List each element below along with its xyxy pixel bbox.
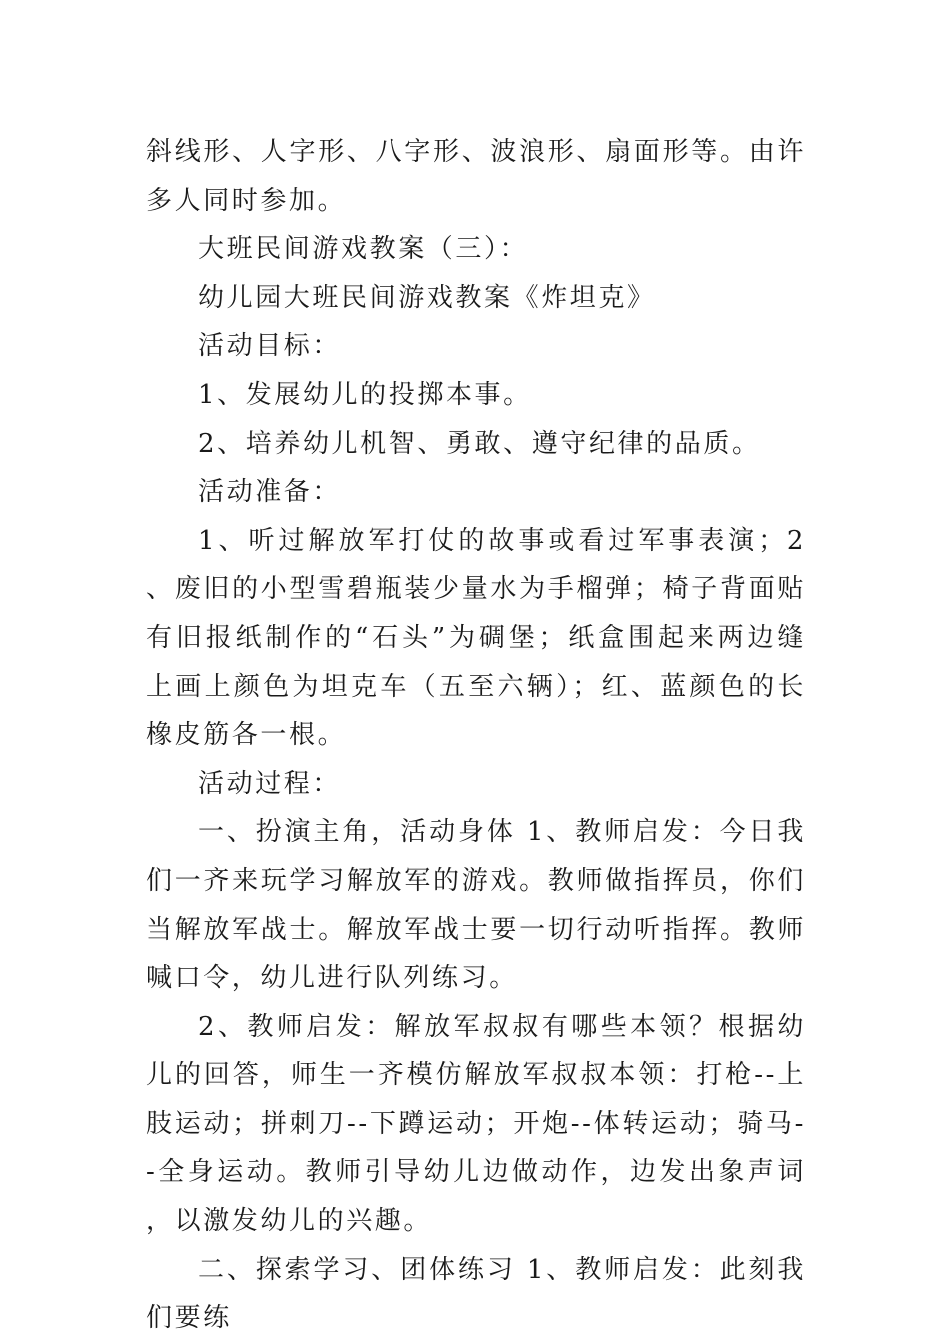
process-paragraph-1: 一、扮演主角，活动身体 1、教师启发：今日我们一齐来玩学习解放军的游戏。教师做指挥员，你们当解放军战士。解放军战士要一切行动听指挥。教师喊口令，幼儿进行队列练习。	[146, 817, 806, 994]
paragraph-continuation: 斜线形、人字形、八字形、波浪形、扇面形等。由许多人同时参加。	[146, 137, 806, 216]
process-paragraph-3: 二、探索学习、团体练习 1、教师启发：此刻我们要练	[146, 1254, 806, 1334]
process-heading: 活动过程：	[198, 768, 342, 799]
process-paragraph-2: 2、教师启发：解放军叔叔有哪些本领？根据幼儿的回答，师生一齐模仿解放军叔叔本领：打枪--上肢运动；拼刺刀--下蹲运动；开炮--体转运动；骑马--全身运动。教师引导幼儿边做动作，边发出象声词，以激发幼儿的兴趣。	[146, 1011, 806, 1237]
objective-item-2: 2、培养幼儿机智、勇敢、遵守纪律的品质。	[198, 428, 761, 459]
preparation-heading: 活动准备：	[198, 477, 342, 508]
preparation-paragraph: 1、听过解放军打仗的故事或看过军事表演；2、废旧的小型雪碧瓶装少量水为手榴弹；椅子背面贴有旧报纸制作的“石头”为碉堡；纸盒围起来两边缝上画上颜色为坦克车（五至六辆）；红、蓝颜色的长橡皮筋各一根。	[146, 525, 806, 751]
objectives-heading: 活动目标：	[198, 331, 342, 362]
section-heading: 大班民间游戏教案（三）：	[198, 234, 529, 265]
document-body	[146, 128, 806, 1343]
lesson-title: 幼儿园大班民间游戏教案《炸坦克》	[198, 282, 656, 313]
objective-item-1: 1、发展幼儿的投掷本事。	[198, 379, 532, 410]
